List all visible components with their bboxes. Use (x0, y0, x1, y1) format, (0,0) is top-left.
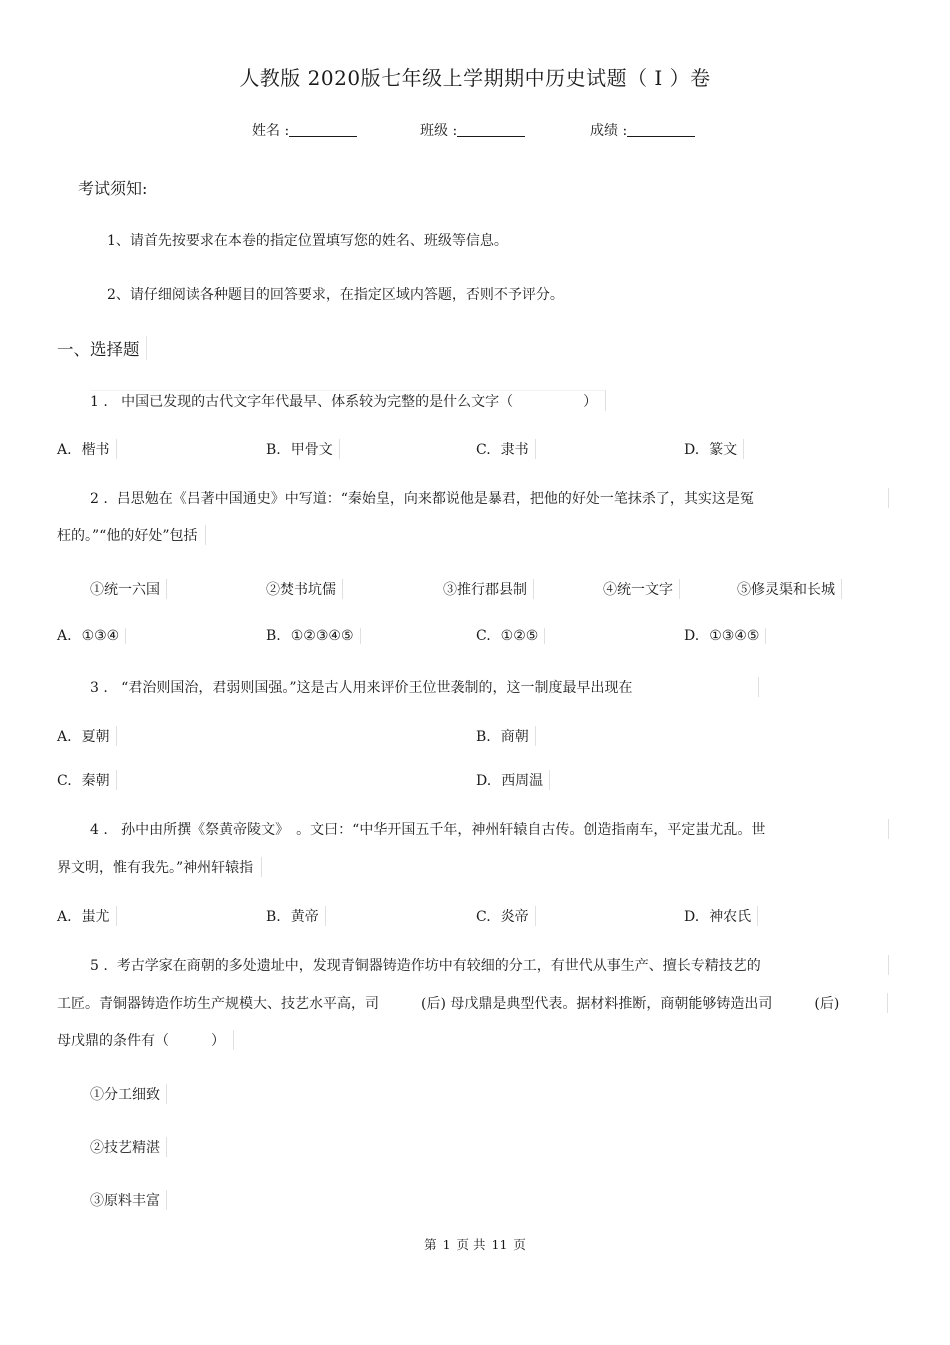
question-number: 3 . (90, 680, 108, 696)
question-number: 2 . (90, 491, 108, 507)
question-5-item: ②技艺精湛 (90, 1137, 167, 1157)
option-letter: C. (476, 628, 491, 644)
class-blank[interactable] (457, 122, 525, 137)
option-letter: B. (266, 442, 281, 458)
question-1-option-b[interactable] (266, 439, 340, 459)
option-text: ①③④ (81, 628, 120, 644)
class-label: 班级 : (420, 123, 458, 139)
score-label: 成绩 : (590, 123, 628, 139)
question-2-stem-cont: 枉的。”“他的好处”包括 (57, 525, 206, 545)
option-letter: C. (476, 909, 491, 925)
question-4-stem-cont: 界文明，惟有我先。”神州轩辕指 (57, 857, 262, 877)
notice-item: 2、请仔细阅读各种题目的回答要求，在指定区域内答题，否则不予评分。 (107, 287, 564, 303)
section-title: 一、选择题 (57, 336, 147, 360)
footer-page-number: 1 (442, 1237, 451, 1252)
question-text: “君治则国治，君弱则国强。”这是古人用来评价王位世袭制的，这一制度最早出现在 (121, 680, 633, 696)
option-text: 楷书 (81, 442, 110, 458)
question-3-option-b[interactable] (476, 726, 536, 746)
option-text: 西周温 (501, 773, 544, 789)
question-text: 中国已发现的古代文字年代最早、体系较为完整的是什么文字（ ） (121, 394, 598, 410)
option-letter: A. (57, 442, 72, 458)
option-text: 商朝 (500, 729, 529, 745)
option-text: ①③④⑤ (709, 628, 760, 644)
question-2-item: ①统一六国 (90, 579, 167, 599)
option-letter: D. (684, 628, 700, 644)
option-letter: C. (57, 773, 72, 789)
question-1-option-d[interactable] (684, 439, 744, 459)
option-text: 炎帝 (500, 909, 529, 925)
page-footer (0, 1235, 950, 1253)
option-text: 夏朝 (81, 729, 110, 745)
score-blank[interactable] (627, 122, 695, 137)
question-3-option-c[interactable] (57, 770, 117, 790)
option-text: 隶书 (500, 442, 529, 458)
question-2-item: ⑤修灵渠和长城 (737, 579, 842, 599)
question-1-stem (90, 390, 606, 411)
question-2-option-a[interactable] (57, 628, 126, 644)
option-text: 甲骨文 (290, 442, 333, 458)
option-text: 蚩尤 (81, 909, 110, 925)
footer-suffix: 页 (513, 1237, 526, 1252)
option-letter: D. (476, 773, 492, 789)
name-blank[interactable] (289, 122, 357, 137)
question-2-stem (90, 488, 889, 508)
option-letter: B. (476, 729, 491, 745)
question-4-option-c[interactable] (476, 906, 536, 926)
option-text: 神农氏 (709, 909, 752, 925)
question-5-stem-cont: 母戊鼎的条件有（ ） (57, 1030, 234, 1050)
question-2-item: ③推行郡县制 (443, 579, 534, 599)
question-5-stem-cont: 工匠。青铜器铸造作坊生产规模大、技艺水平高，司 (后) 母戊鼎是典型代表。据材料推断，商朝能够铸造出司 (后) (57, 993, 888, 1013)
question-4-option-a[interactable] (57, 906, 117, 926)
page-title: 人教版 2020版七年级上学期期中历史试题（ I ）卷 (239, 66, 711, 90)
name-field[interactable] (252, 120, 357, 140)
question-text: 考古学家在商朝的多处遗址中，发现青铜器铸造作坊中有较细的分工，有世代从事生产、擅长专精技艺的 (116, 958, 761, 974)
notice-heading: 考试须知: (78, 179, 148, 198)
question-2-option-b[interactable] (266, 628, 361, 644)
notice-item: 1、请首先按要求在本卷的指定位置填写您的姓名、班级等信息。 (107, 233, 508, 249)
score-field[interactable] (590, 120, 695, 140)
option-letter: A. (57, 729, 72, 745)
question-text: 孙中由所撰《祭黄帝陵文》 。文曰：“中华开国五千年，神州轩辕自古传。创造指南车，平定蚩尤乱。世 (121, 822, 766, 838)
question-number: 5 . (90, 958, 108, 974)
option-letter: B. (266, 909, 281, 925)
question-2-item: ④统一文字 (603, 579, 680, 599)
question-2-option-d[interactable] (684, 628, 766, 644)
question-number: 4 . (90, 822, 108, 838)
option-text: ①②③④⑤ (290, 628, 354, 644)
question-3-option-d[interactable] (476, 770, 550, 790)
option-letter: C. (476, 442, 491, 458)
footer-prefix: 第 (424, 1237, 437, 1252)
question-text: 吕思勉在《吕著中国通史》中写道：“秦始皇，向来都说他是暴君，把他的好处一笔抹杀了，其实这是冤 (116, 491, 754, 507)
question-1-option-c[interactable] (476, 439, 536, 459)
question-2-option-c[interactable] (476, 628, 545, 644)
option-text: 秦朝 (81, 773, 110, 789)
question-number: 1 . (90, 394, 108, 410)
question-2-item: ②焚书坑儒 (266, 579, 343, 599)
option-text: 黄帝 (290, 909, 319, 925)
question-1-option-a[interactable] (57, 439, 117, 459)
class-field[interactable] (420, 120, 525, 140)
question-3-stem (90, 677, 759, 697)
question-3-option-a[interactable] (57, 726, 117, 746)
option-letter: D. (684, 442, 700, 458)
question-5-item: ①分工细致 (90, 1084, 167, 1104)
question-5-stem (90, 955, 889, 975)
option-letter: A. (57, 909, 72, 925)
option-letter: B. (266, 628, 281, 644)
question-4-option-d[interactable] (684, 906, 758, 926)
footer-total-pages: 11 (491, 1237, 508, 1252)
question-4-option-b[interactable] (266, 906, 326, 926)
question-5-item: ③原料丰富 (90, 1190, 167, 1210)
option-letter: A. (57, 628, 72, 644)
question-4-stem (90, 819, 889, 839)
option-letter: D. (684, 909, 700, 925)
option-text: 篆文 (709, 442, 738, 458)
footer-middle: 页 共 (456, 1237, 486, 1252)
option-text: ①②⑤ (500, 628, 539, 644)
name-label: 姓名 : (252, 123, 290, 139)
